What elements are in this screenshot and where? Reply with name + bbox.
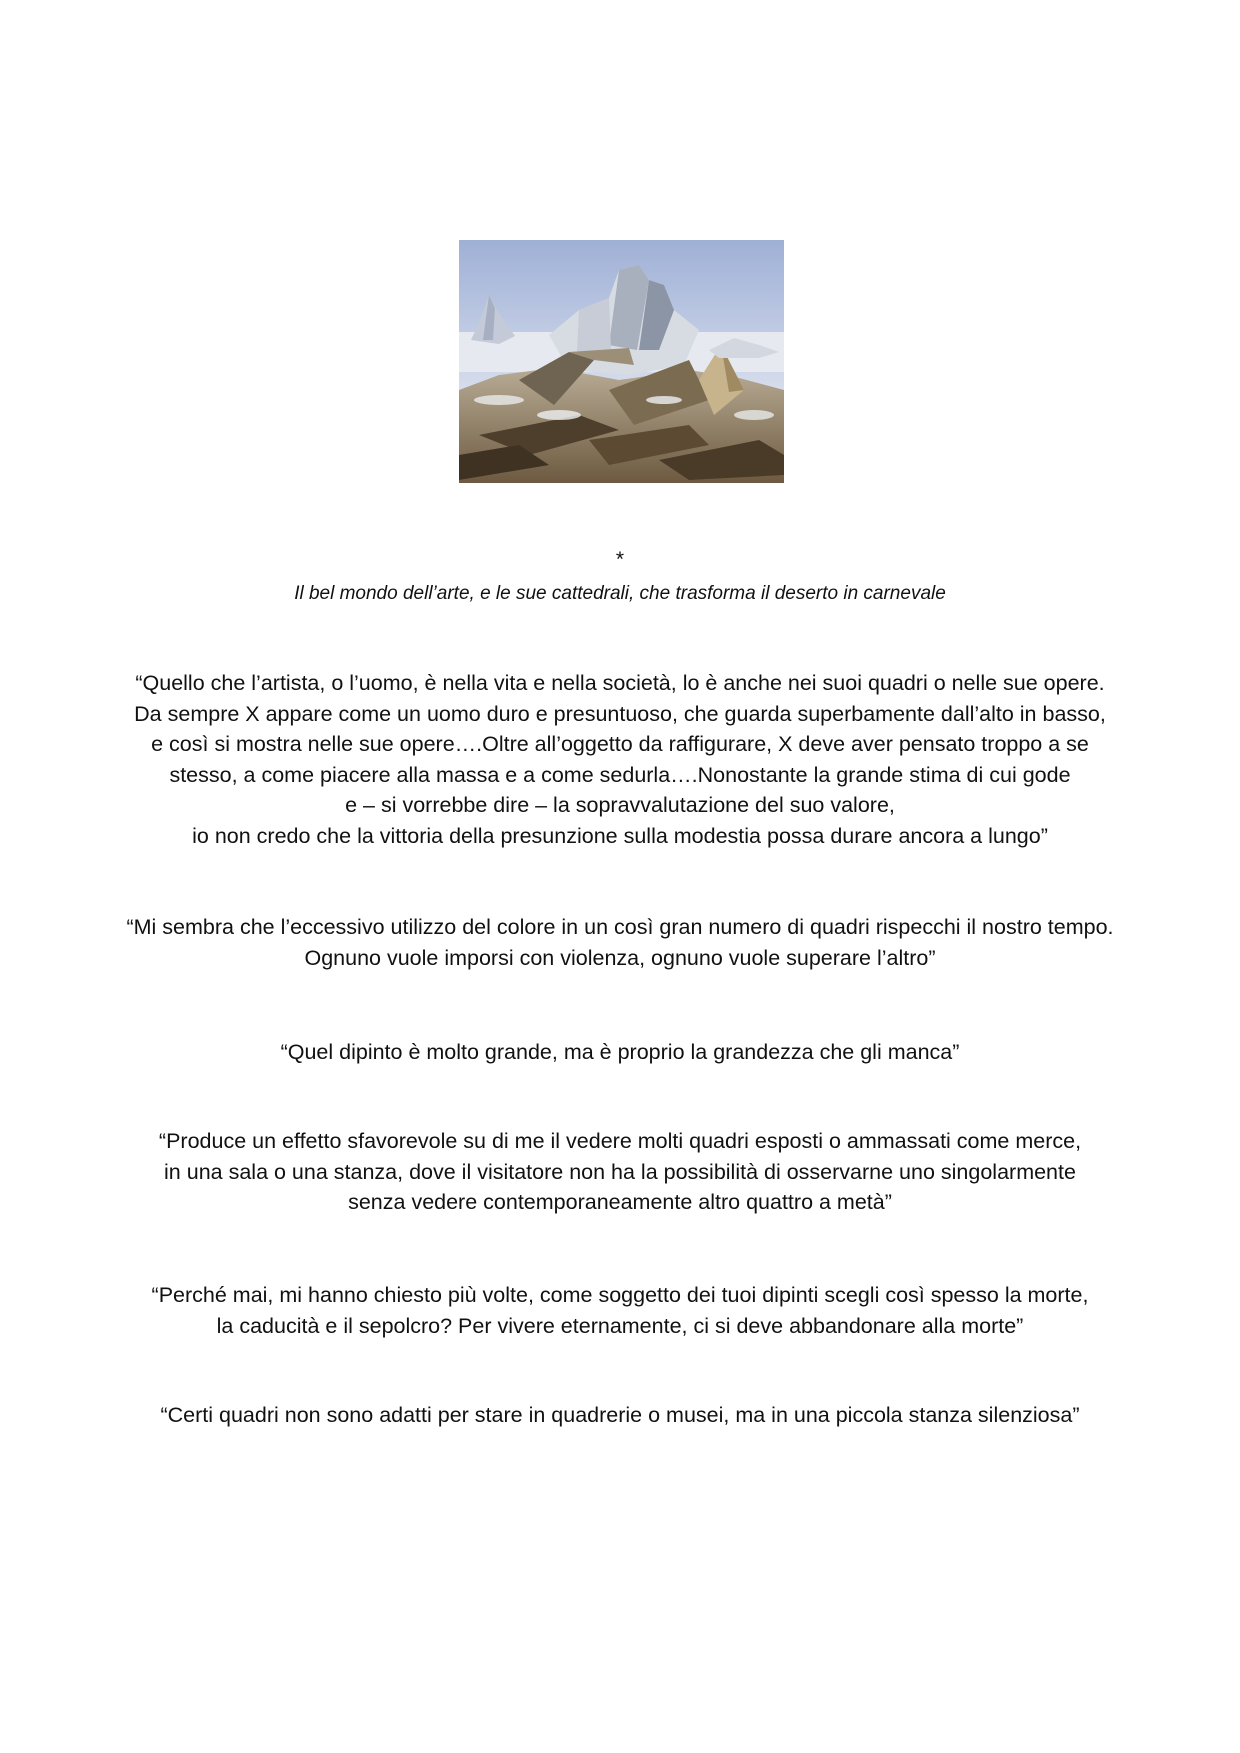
- quote-6: [70, 1400, 1170, 1431]
- quote-line: in una sala o una stanza, dove il visitatore non ha la possibilità di osservarne uno singolarmente: [164, 1159, 1076, 1184]
- quote-line: la caducità e il sepolcro? Per vivere eternamente, ci si deve abbandonare alla morte”: [216, 1313, 1024, 1338]
- quote-line: “Quel dipinto è molto grande, ma è proprio la grandezza che gli manca”: [280, 1040, 960, 1064]
- subtitle: Il bel mondo dell’arte, e le sue cattedrali, che trasforma il deserto in carnevale: [294, 583, 946, 604]
- quote-line: stesso, a come piacere alla massa e a come sedurla….Nonostante la grande stima di cui gode: [169, 762, 1071, 787]
- sea-of-ice-painting: [459, 240, 784, 483]
- quote-line: “Certi quadri non sono adatti per stare in quadrerie o musei, ma in una piccola stanza silenziosa”: [160, 1403, 1080, 1427]
- quote-line: “Perché mai, mi hanno chiesto più volte, come soggetto dei tuoi dipinti scegli così spesso la morte,: [151, 1283, 1089, 1307]
- quote-5: [70, 1280, 1170, 1341]
- quote-3: [70, 1037, 1170, 1068]
- section-separator: *: [615, 548, 625, 571]
- quote-line: Ognuno vuole imporsi con violenza, ognuno vuole superare l’altro”: [304, 945, 936, 970]
- quote-2: [70, 912, 1170, 973]
- quote-1: [70, 668, 1170, 851]
- quote-line: “Produce un effetto sfavorevole su di me il vedere molti quadri esposti o ammassati come merce,: [158, 1129, 1082, 1153]
- quote-line: Da sempre X appare come un uomo duro e presuntuoso, che guarda superbamente dall’alto in basso,: [134, 701, 1106, 726]
- quote-line: senza vedere contemporaneamente altro quattro a metà”: [348, 1190, 892, 1214]
- quote-line: “Quello che l’artista, o l’uomo, è nella vita e nella società, lo è anche nei suoi quadri o nelle sue opere.: [135, 671, 1105, 695]
- quote-line: e – si vorrebbe dire – la sopravvalutazione del suo valore,: [345, 793, 895, 817]
- quote-line: io non credo che la vittoria della presunzione sulla modestia possa durare ancora a lungo”: [192, 823, 1048, 848]
- quote-line: “Mi sembra che l’eccessivo utilizzo del colore in un così gran numero di quadri rispecchi il nostro tempo.: [126, 915, 1114, 939]
- quote-line: e così si mostra nelle sue opere….Oltre all’oggetto da raffigurare, X deve aver pensato troppo a se: [151, 732, 1089, 756]
- quote-4: [70, 1126, 1170, 1218]
